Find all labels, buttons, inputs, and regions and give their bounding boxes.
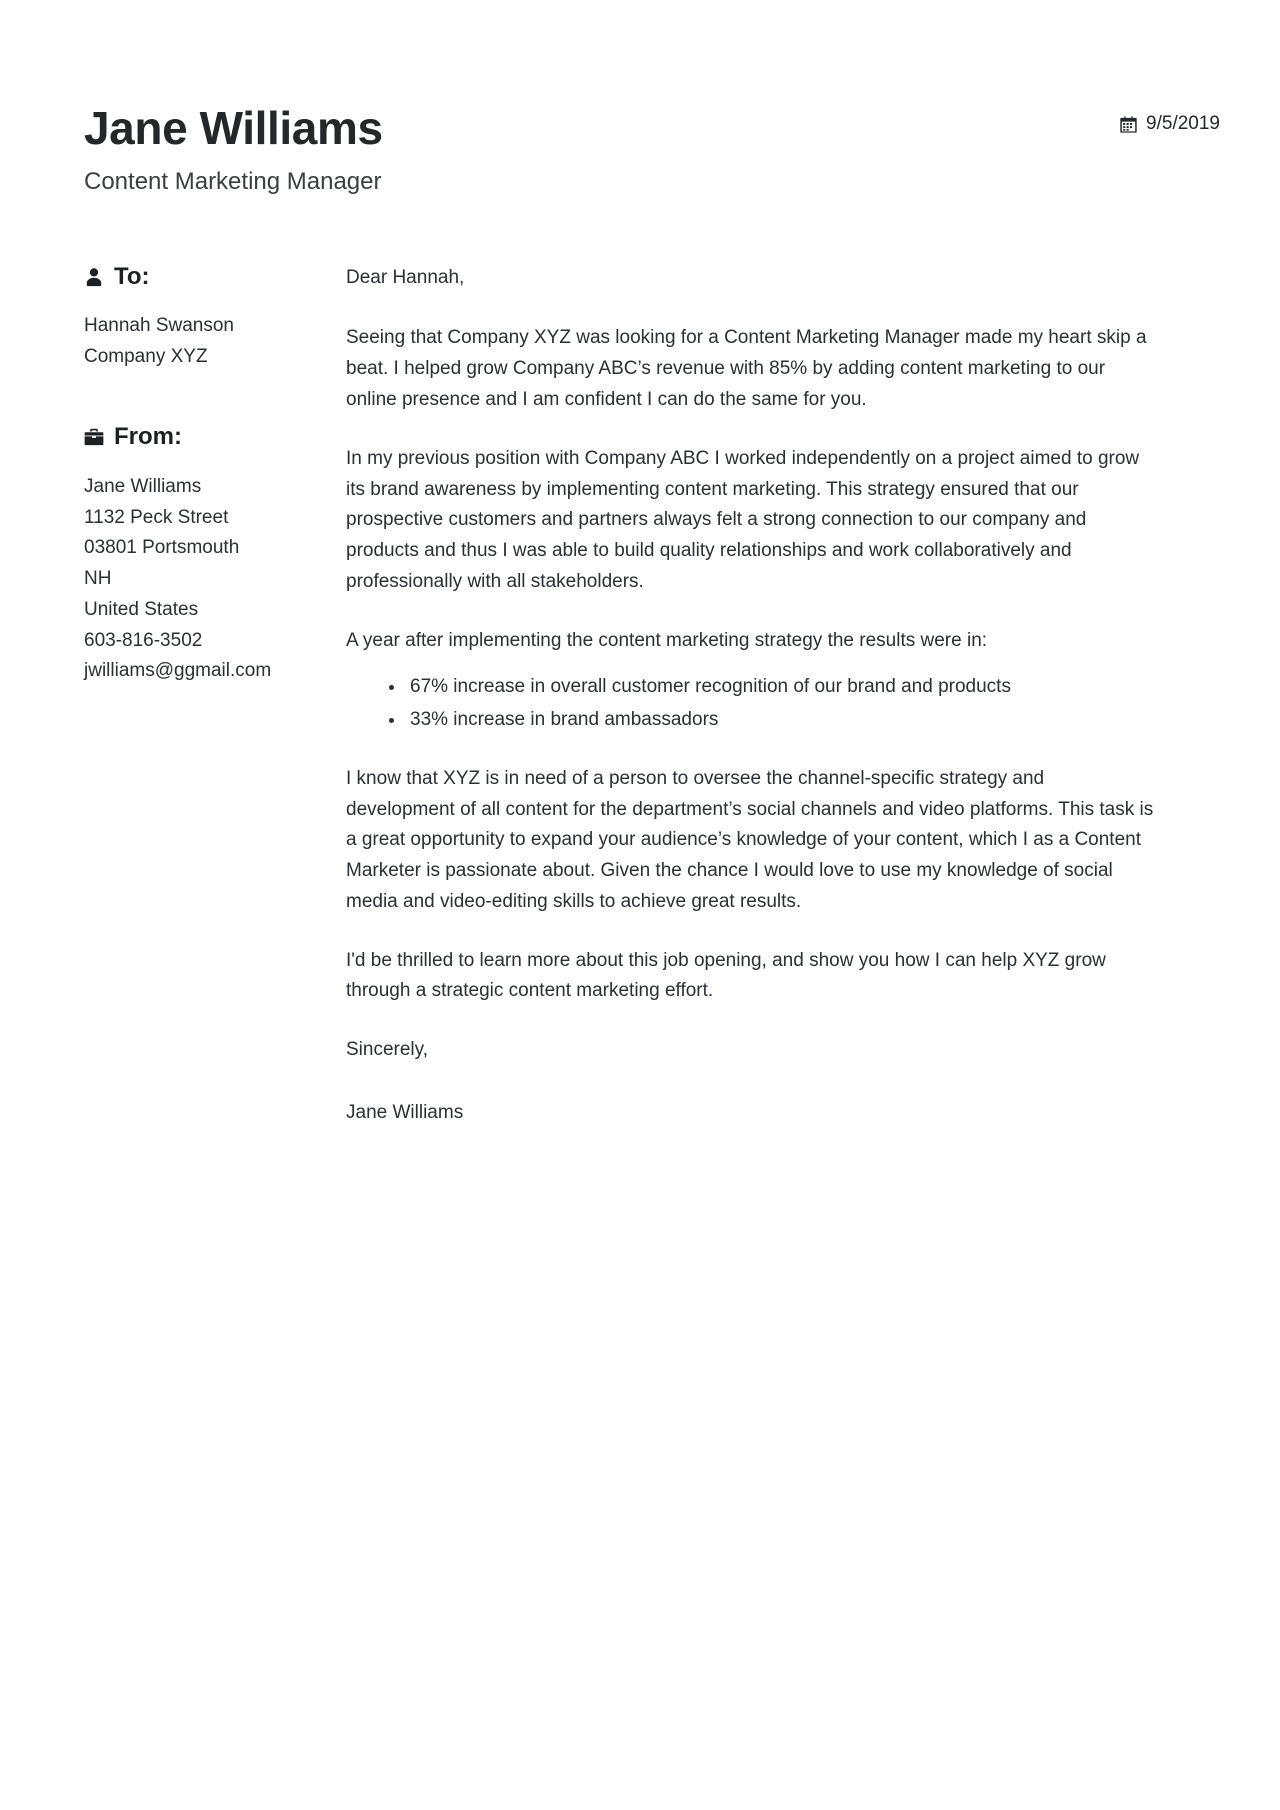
from-label: From: (114, 423, 182, 450)
page-title: Jane Williams (84, 102, 383, 154)
letter-header (0, 0, 1280, 197)
date-text: 9/5/2019 (1146, 113, 1220, 134)
sender-email: jwilliams@ggmail.com (84, 660, 272, 682)
identity-block (84, 104, 383, 197)
sender-name: Jane Williams (84, 475, 202, 497)
list-item: • 67% increase in overall customer recognition of our brand and products (406, 672, 1157, 703)
recipient-name: Hannah Swanson (84, 315, 234, 337)
contact-sidebar (84, 263, 342, 737)
sender-block (84, 423, 324, 687)
sender-street: 1132 Peck Street (84, 506, 229, 528)
recipient-company: Company XYZ (84, 346, 208, 368)
body-paragraph-1: Seeing that Company XYZ was looking for a Content Marketing Manager made my heart skip a beat. I helped grow Company ABC’s revenue with 85% by adding content marketing to our online presence and I am confident I can do the same for you. (346, 327, 1147, 410)
briefcase-icon (84, 427, 104, 447)
sender-phone: 603-816-3502 (84, 629, 203, 651)
sender-country: United States (84, 598, 199, 620)
sender-city: 03801 Portsmouth (84, 537, 240, 559)
list-item: • 33% increase in brand ambassadors (406, 705, 1157, 736)
calendar-icon (1120, 116, 1137, 133)
date-block (1120, 104, 1220, 135)
results-intro: A year after implementing the content marketing strategy the results were in: (346, 629, 988, 651)
sender-lines (84, 472, 324, 687)
recipient-block (84, 263, 324, 373)
to-label: To: (114, 262, 150, 290)
from-heading (84, 423, 324, 452)
body-paragraph-3: I know that XYZ is in need of a person to oversee the channel-specific strategy and development of all content for the department’s social channels and video platforms. This task is a great opportunity to expand your audience’s knowledge of your content, which I as a Content Marketer is passionate about. Given the chance I would love to use my knowledge of social media and video-editing skills to achieve great results. (346, 767, 1154, 912)
body-paragraph-4: I'd be thrilled to learn more about this job opening, and show you how I can help XYZ grow through a strategic content marketing effort. (346, 949, 1106, 1002)
letter-content (0, 263, 1280, 1129)
sender-state: NH (84, 568, 112, 590)
results-list (346, 672, 1157, 736)
letter-body (342, 263, 1157, 1129)
job-title: Content Marketing Manager (84, 167, 382, 195)
person-icon (84, 267, 104, 287)
salutation: Dear Hannah, (346, 266, 465, 288)
signature-name: Jane Williams (346, 1101, 464, 1123)
body-paragraph-2: In my previous position with Company ABC I worked independently on a project aimed to grow its brand awareness by implementing content marketing. This strategy ensured that our prospective customers and partners always felt a strong connection to our company and products and thus I was able to build quality relationships and work collaboratively and professionally with all stakeholders. (346, 447, 1140, 592)
recipient-lines (84, 311, 324, 373)
closing-line: Sincerely, (346, 1039, 429, 1061)
to-heading (84, 263, 324, 292)
